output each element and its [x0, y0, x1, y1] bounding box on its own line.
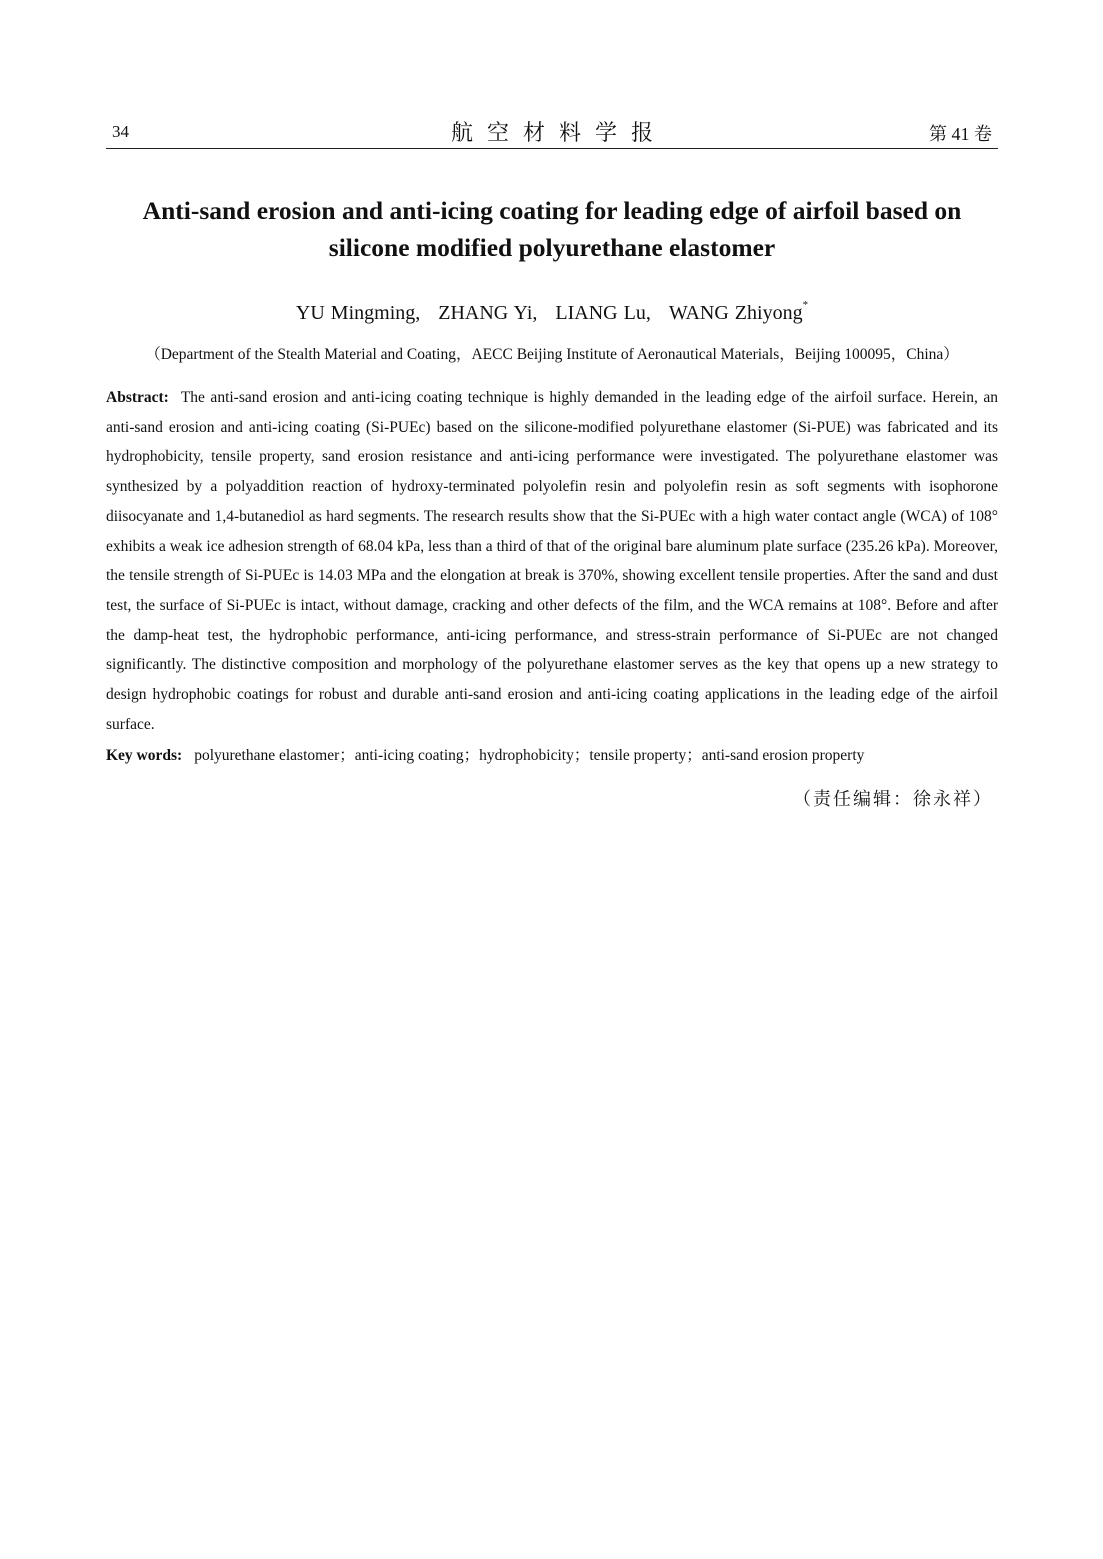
keywords-text: polyurethane elastomer；anti-icing coating；hydrophobicity；tensile property；anti-sand erosion property [194, 747, 865, 764]
corresponding-author-mark: * [802, 299, 809, 312]
title-line-2: silicone modified polyurethane elastomer [328, 233, 776, 262]
abstract-text: The anti-sand erosion and anti-icing coating technique is highly demanded in the leading edge of the airfoil surface. Herein, an anti-sand erosion and anti-icing coating (Si-PUEc) based on the silicone-modified polyurethane elastomer (Si-PUE) was fabricated and its hydrophobicity, tensile property, sand erosion resistance and anti-icing performance were investigated. The polyurethane elastomer was synthesized by a polyaddition reaction of hydroxy-terminated polyolefin resin and polyolefin resin as soft segments with isophorone diisocyanate and 1,4-butanediol as hard segments. The research results show that the Si-PUEc with a high water contact angle (WCA) of 108° exhibits a weak ice adhesion strength of 68.04 kPa, less than a third of that of the original bare aluminum plate surface (235.26 kPa). Moreover, the tensile strength of Si-PUEc is 14.03 MPa and the elongation at break is 370%, showing excellent tensile properties. After the sand and dust test, the surface of Si-PUEc is intact, without damage, cracking and other defects of the film, and the WCA remains at 108°. Before and after the damp-heat test, the hydrophobic performance, anti-icing performance, and stress-strain performance of Si-PUEc are not changed significantly. The distinctive composition and morphology of the polyurethane elastomer serves as the key that opens up a new strategy to design hydrophobic coatings for robust and durable anti-sand erosion and anti-icing coating applications in the leading edge of the airfoil surface. [106, 389, 998, 733]
title-line-1: Anti-sand erosion and anti-icing coating for leading edge of airfoil based on [142, 196, 962, 225]
editor-note: （责任编辑：徐永祥） [793, 789, 993, 809]
keywords-label: Key words: [106, 747, 183, 764]
keywords [106, 741, 998, 770]
journal-name: 航空材料学报 [450, 120, 667, 145]
page-number: 34 [112, 122, 129, 141]
running-header [106, 114, 998, 149]
volume-label: 第 41 卷 [929, 124, 992, 144]
authors-text: YU Mingming, ZHANG Yi, LIANG Lu, WANG Zhiyong [295, 302, 803, 324]
affiliation: （Department of the Stealth Material and Coating，AECC Beijing Institute of Aeronautical Materials，Beijing 100095，China） [145, 346, 959, 363]
author-list [106, 299, 998, 325]
article-title [106, 192, 998, 266]
abstract-label: Abstract: [106, 389, 169, 406]
abstract [106, 383, 998, 739]
